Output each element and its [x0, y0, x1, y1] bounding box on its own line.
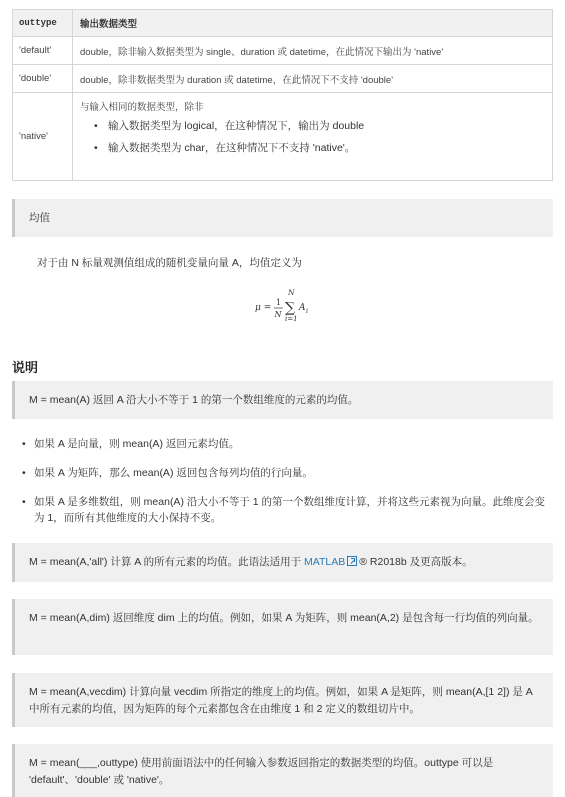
list-item: • 输入数据类型为 logical，在这种情况下，输出为 double: [94, 119, 552, 134]
formula-sum-bottom: i=1: [285, 315, 298, 323]
syntax-mean-vecdim: [12, 673, 553, 727]
outtype-table: [12, 9, 553, 181]
row-key-default: 'default': [13, 37, 73, 65]
formula-sub: i: [306, 307, 309, 315]
syntax-mean-outtype: [12, 744, 553, 797]
row-desc-default: double，除非输入数据类型为 single、duration 或 datetime，在此情况下输出为 'native': [73, 37, 553, 65]
list-item: • 如果 A 是向量，则 mean(A) 返回元素均值。: [22, 436, 552, 452]
native-bullets: [80, 119, 552, 156]
mean-formula: [255, 286, 325, 324]
syntax-mean-dim: [12, 599, 553, 655]
syntax-mean-all: [12, 543, 553, 582]
row-key-double: 'double': [13, 65, 73, 93]
syntax-mean-all-post: ® R2018b 及更高版本。: [359, 556, 473, 568]
row-desc-double: double，除非数据类型为 duration 或 datetime，在此情况下不支持 'double': [73, 65, 553, 93]
syntax-mean-a-text: M = mean(A) 返回 A 沿大小不等于 1 的第一个数组维度的元素的均值。: [29, 393, 359, 406]
formula-term: A: [299, 303, 306, 313]
external-link-icon[interactable]: [347, 556, 357, 566]
mean-label: 均值: [29, 211, 50, 224]
mean-definition: 对于由 N 标量观测值组成的随机变量向量 A，均值定义为: [37, 257, 302, 269]
header-output-type: 输出数据类型: [73, 10, 553, 37]
native-intro: 与输入相同的数据类型，除非: [80, 102, 204, 113]
syntax-mean-all-text: [29, 554, 473, 571]
formula-sum-top: N: [288, 288, 295, 297]
table-row: [13, 93, 553, 181]
syntax-mean-a: [12, 381, 553, 419]
row-key-native: 'native': [13, 93, 73, 181]
header-outtype: outtype: [13, 10, 73, 37]
syntax-mean-outtype-text: M = mean(___,outtype) 使用前面语法中的任何输入参数返回指定的数据类型的均值。outtype 可以是 'default'、'double' 或 'native'。: [29, 757, 494, 786]
syntax-mean-all-pre: M = mean(A,'all') 计算 A 的所有元素的均值。此语法适用于: [29, 556, 302, 568]
syntax-mean-vecdim-text: M = mean(A,vecdim) 计算向量 vecdim 所指定的维度上的均值。例如，如果 A 是矩阵，则 mean(A,[1 2]) 是 A 中所有元素的均值，因为矩阵的每个元素都包含在由维度 1 和 2 定义的数组切片中。: [29, 686, 533, 715]
table-row: [13, 37, 553, 65]
table-row: [13, 65, 553, 93]
list-item: • 如果 A 为矩阵，那么 mean(A) 返回包含每列均值的行向量。: [22, 465, 552, 481]
syntax-mean-dim-text: M = mean(A,dim) 返回维度 dim 上的均值。例如，如果 A 为矩阵，则 mean(A,2) 是包含每一行均值的列向量。: [29, 612, 539, 624]
row-desc-native: [73, 93, 553, 181]
matlab-link[interactable]: MATLAB: [304, 556, 346, 568]
formula-frac-den: N: [274, 310, 282, 319]
formula-sum-symbol: ∑: [285, 300, 295, 316]
table-header-row: [13, 10, 553, 37]
section-heading-note: 说明: [12, 360, 39, 375]
formula-lhs: μ =: [255, 303, 272, 313]
mean-label-box: [12, 199, 553, 237]
list-item: • 输入数据类型为 char，在这种情况下不支持 'native'。: [94, 141, 552, 156]
formula-frac-num: 1: [276, 298, 282, 307]
mean-a-bullets: [22, 436, 552, 526]
list-item: • 如果 A 是多维数组，则 mean(A) 沿大小不等于 1 的第一个数组维度计算，并将这些元素视为向量。此维度会变为 1，而所有其他维度的大小保持不变。: [22, 494, 552, 526]
